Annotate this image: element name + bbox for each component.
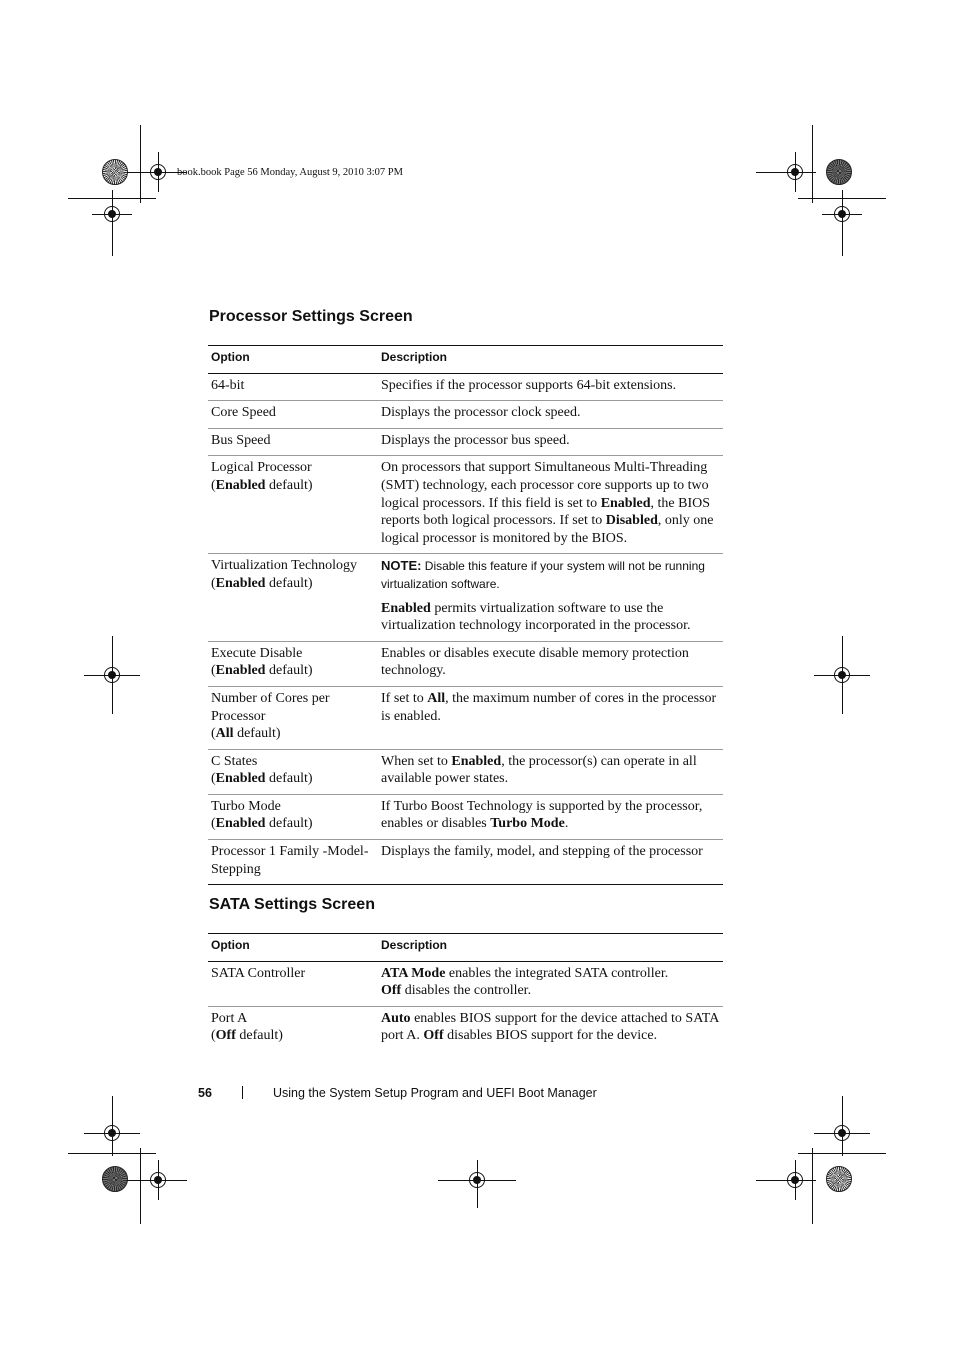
description-cell: Displays the processor bus speed. (378, 428, 723, 456)
note-label: NOTE: (381, 558, 422, 574)
option-column-header: Option (208, 934, 378, 962)
note-text: Disable this feature if your system will not be running virtualization software. (381, 559, 705, 591)
processor-settings-heading: Processor Settings Screen (209, 308, 413, 325)
description-column-header: Description (378, 346, 723, 374)
table-row (208, 749, 723, 794)
description-cell: Enables or disables execute disable memory protection technology. (378, 641, 723, 686)
table-row (208, 456, 723, 554)
option-cell: Core Speed (208, 401, 378, 429)
description-cell: Auto enables BIOS support for the device attached to SATA port A. Off disables BIOS support for the device. (381, 1010, 719, 1044)
table-row (208, 686, 723, 749)
table-row (208, 554, 723, 641)
chapter-title: Using the System Setup Program and UEFI Boot Manager (273, 1086, 597, 1100)
option-cell: Bus Speed (208, 428, 378, 456)
description-cell: Displays the processor clock speed. (378, 401, 723, 429)
color-bar-icon (826, 1166, 852, 1192)
table-row (208, 840, 723, 885)
table-header-row (208, 346, 723, 374)
description-cell: Specifies if the processor supports 64-bit extensions. (378, 373, 723, 401)
color-bar-icon (102, 159, 128, 185)
option-cell: Logical Processor (Enabled default) (208, 456, 378, 554)
option-cell: Processor 1 Family -Model-Stepping (208, 840, 378, 885)
option-cell: Number of Cores per Processor (All default) (208, 686, 378, 749)
page-number: 56 (198, 1086, 212, 1100)
sata-settings-heading: SATA Settings Screen (209, 896, 375, 913)
table-row (208, 641, 723, 686)
option-cell: 64-bit (208, 373, 378, 401)
option-column-header: Option (208, 346, 378, 374)
option-cell: Turbo Mode (Enabled default) (208, 794, 378, 839)
description-cell: If Turbo Boost Technology is supported by the processor, enables or disables Turbo Mode. (378, 794, 723, 839)
processor-settings-table (208, 345, 723, 885)
description-cell: If set to All, the maximum number of cores in the processor is enabled. (378, 686, 723, 749)
table-row (208, 1006, 723, 1051)
color-bar-icon (826, 159, 852, 185)
table-header-row (208, 934, 723, 962)
print-slug: book.book Page 56 Monday, August 9, 2010 3:07 PM (177, 167, 403, 178)
description-cell: On processors that support Simultaneous Multi-Threading (SMT) technology, each processor core supports up to two logical processors. If this field is set to Enabled, the BIOS reports both logical processors. If set to Disabled, only one logical processor is monitored by the BIOS. (378, 456, 723, 554)
table-row (208, 373, 723, 401)
option-cell: Virtualization Technology (Enabled default) (208, 554, 378, 641)
option-cell: Port A (Off default) (211, 1010, 283, 1044)
table-row (208, 401, 723, 429)
color-bar-icon (102, 1166, 128, 1192)
description-column-header: Description (378, 934, 723, 962)
option-cell: C States (Enabled default) (208, 749, 378, 794)
page-footer (198, 1086, 597, 1100)
description-cell: When set to Enabled, the processor(s) can operate in all available power states. (378, 749, 723, 794)
table-row (208, 961, 723, 1006)
option-cell: Execute Disable (Enabled default) (208, 641, 378, 686)
option-cell: SATA Controller (208, 961, 378, 1006)
description-cell: ATA Mode enables the integrated SATA controller. Off disables the controller. (378, 961, 723, 1006)
table-row (208, 794, 723, 839)
sata-settings-table (208, 933, 723, 1051)
description-cell: Displays the family, model, and stepping of the processor (378, 840, 723, 885)
table-row (208, 428, 723, 456)
description-cell: NOTE: Disable this feature if your system will not be running virtualization software. Enabled permits virtualization software to use the virtualization technology incorporated in the processor. (378, 554, 723, 641)
footer-divider (242, 1086, 243, 1099)
